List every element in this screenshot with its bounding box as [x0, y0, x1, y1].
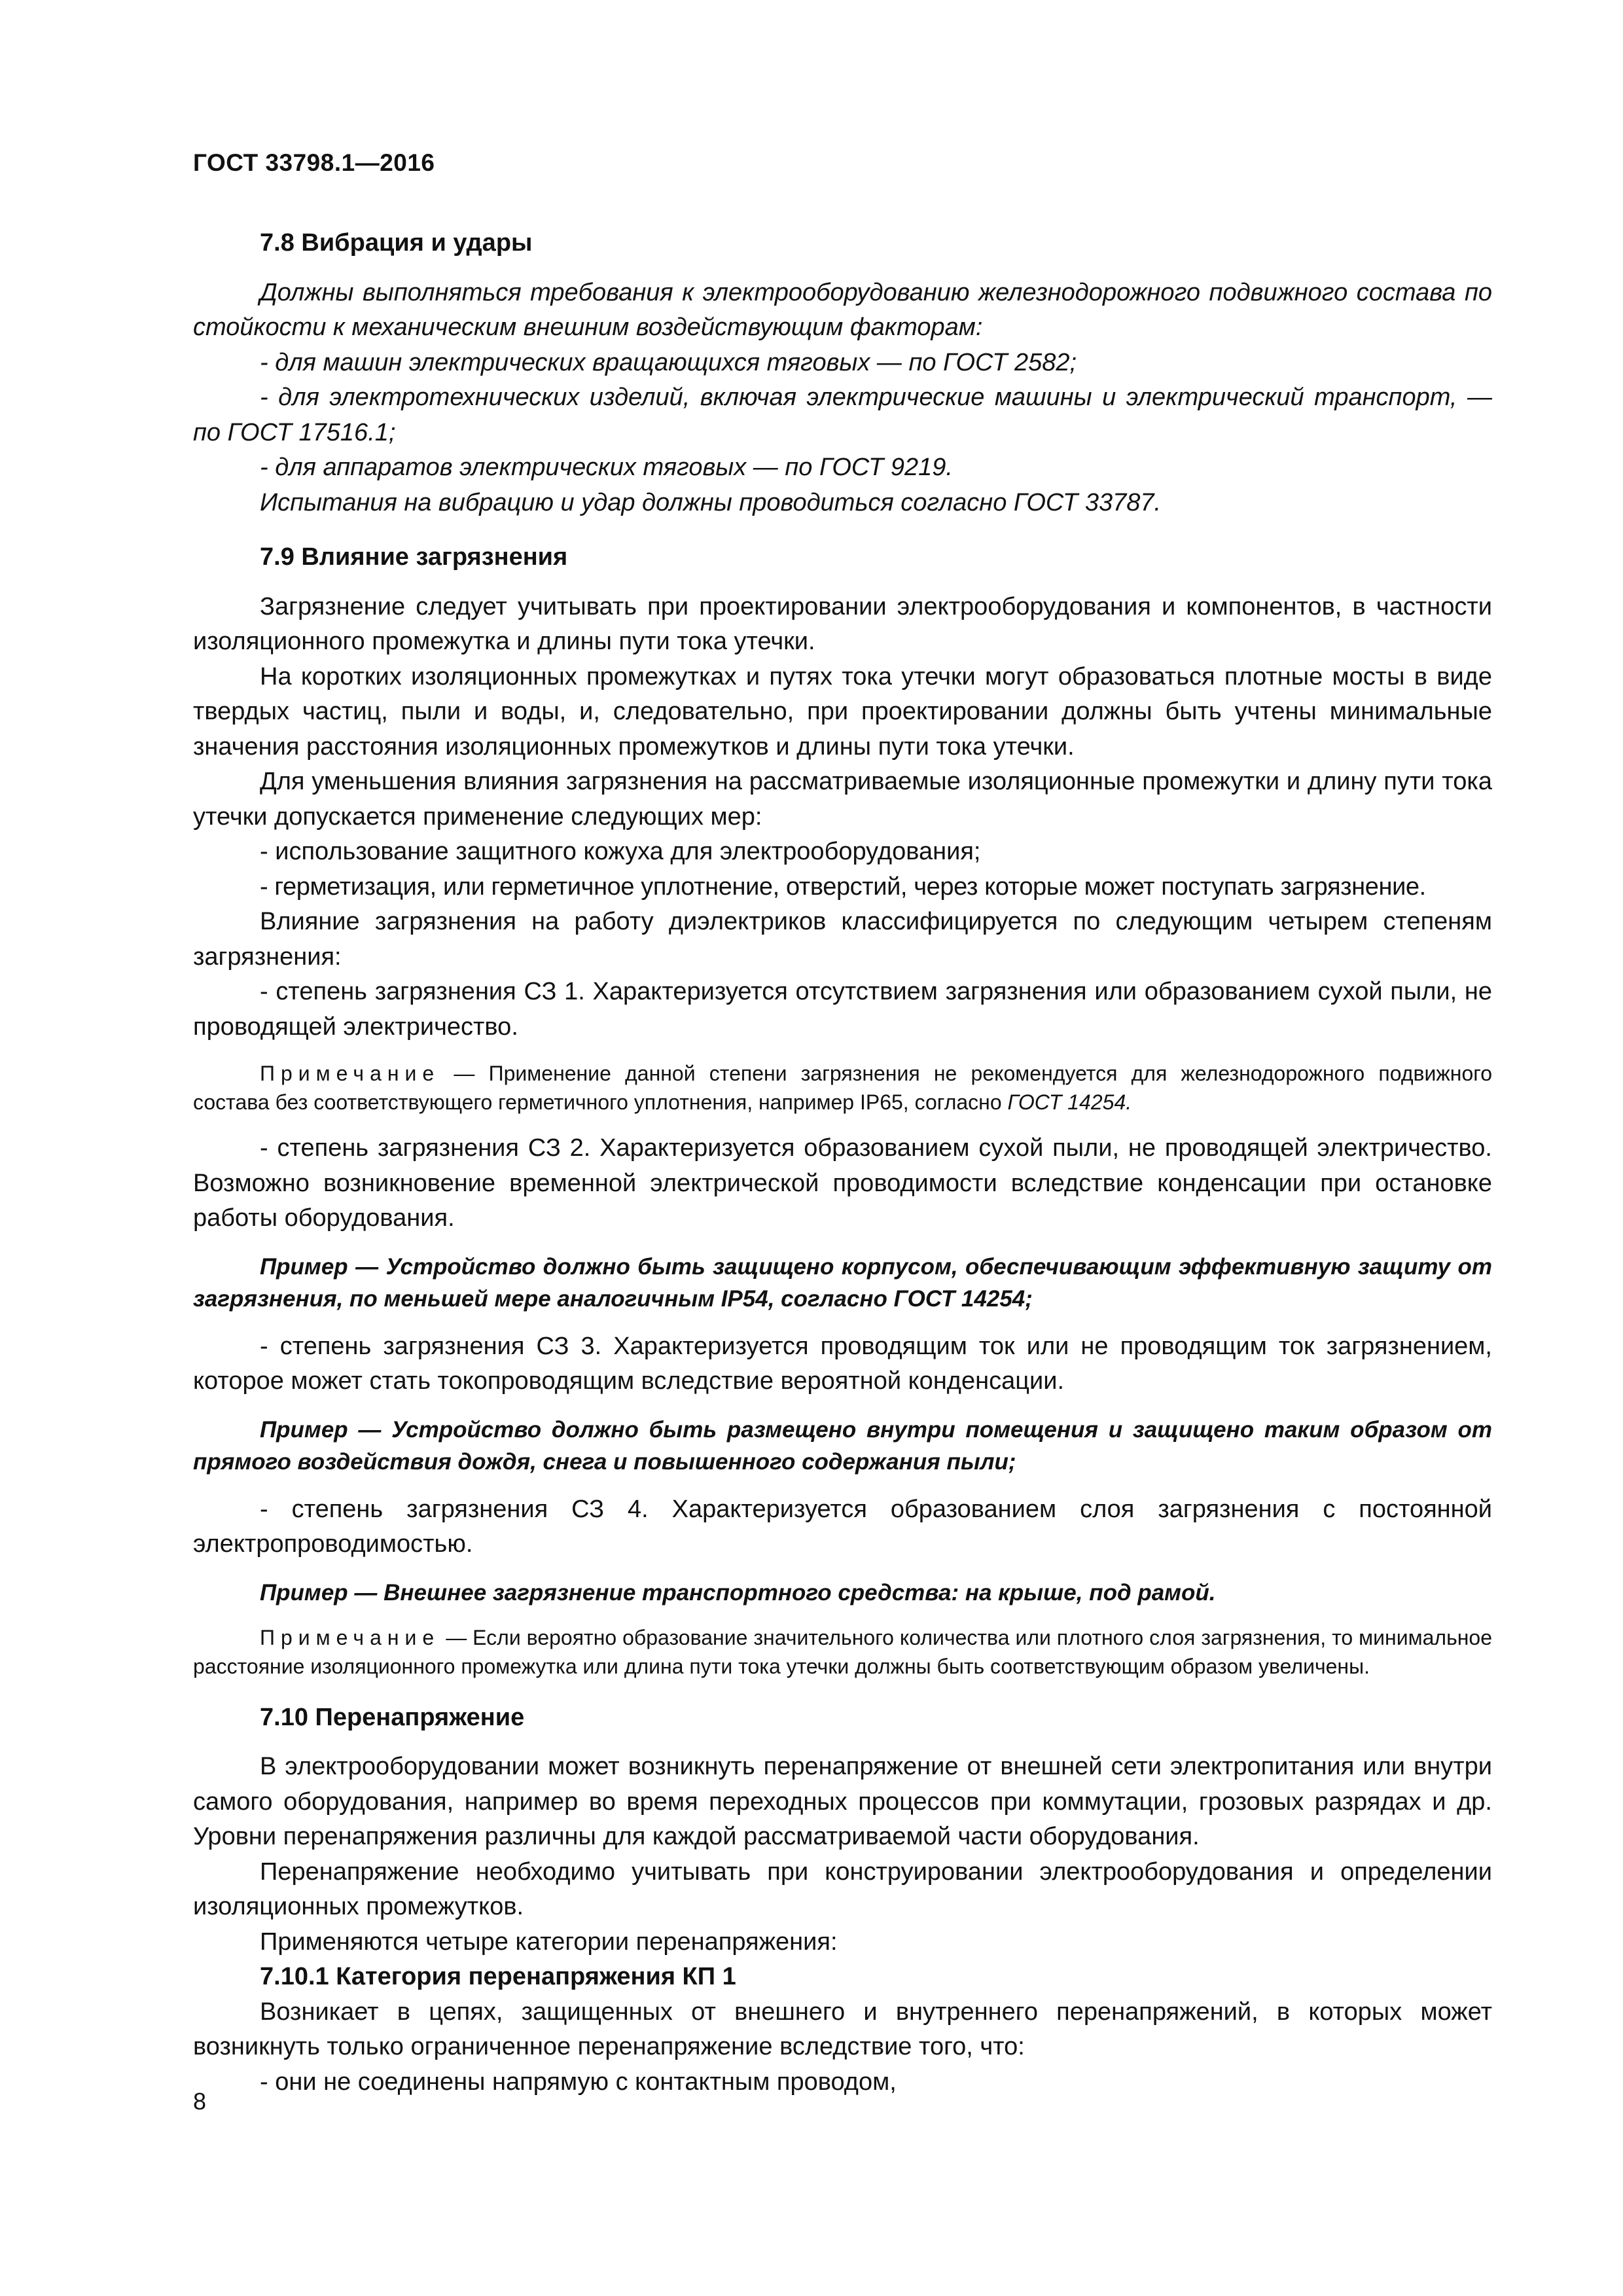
- s78-paragraph: Испытания на вибрацию и удар должны проводиться согласно ГОСТ 33787.: [260, 488, 1162, 516]
- s79-paragraph: Загрязнение следует учитывать при проектировании электрооборудования и компонентов, в частности изоляционного промежутка и длины пути тока утечки.: [193, 592, 1492, 655]
- example-1: [193, 1251, 1492, 1315]
- section-7-9-title: 7.9 Влияние загрязнения: [260, 543, 568, 571]
- example-text: Пример — Внешнее загрязнение транспортного средства: на крыше, под рамой.: [260, 1579, 1216, 1605]
- example-text: Пример — Устройство должно быть размещено внутри помещения и защищено таким образом от прямого воздействия дождя, снега и повышенного содержания пыли;: [193, 1416, 1492, 1475]
- example-2: [193, 1414, 1492, 1478]
- example-text: Пример — Устройство должно быть защищено корпусом, обеспечивающим эффективную защиту от загрязнения, по меньшей мере аналогичным IP54, согласно ГОСТ 14254;: [193, 1253, 1492, 1312]
- example-3: [193, 1577, 1492, 1609]
- s710-list-item: - они не соединены напрямую с контактным проводом,: [260, 2068, 897, 2096]
- section-7-10-title: 7.10 Перенапряжение: [260, 1703, 525, 1731]
- pollution-degree-3: - степень загрязнения СЗ 3. Характеризуется проводящим ток или не проводящим ток загрязнением, которое может стать токопроводящим вследствие вероятной конденсации.: [193, 1332, 1492, 1395]
- s79-list-item: - герметизация, или герметичное уплотнение, отверстий, через которые может поступать загрязнение.: [260, 872, 1426, 901]
- s710-paragraph: Возникает в цепях, защищенных от внешнего и внутреннего перенапряжений, в которых может возникнуть только ограниченное перенапряжение вследствие того, что:: [193, 1998, 1492, 2060]
- subsection-7-10-1-title: 7.10.1 Категория перенапряжения КП 1: [260, 1963, 736, 1990]
- page-number: 8: [193, 2088, 207, 2115]
- s78-paragraph: Должны выполняться требования к электрооборудованию железнодорожного подвижного состава по стойкости к механическим внешним воздействующим факторам:: [193, 278, 1492, 341]
- s79-list-item: - использование защитного кожуха для электрооборудования;: [260, 838, 981, 865]
- s78-list-item: - для электротехнических изделий, включая электрические машины и электрический транспорт, — по ГОСТ 17516.1;: [193, 384, 1492, 446]
- note-reference: ГОСТ 14254.: [1007, 1090, 1132, 1114]
- s710-paragraph: В электрооборудовании может возникнуть перенапряжение от внешней сети электропитания или внутри самого оборудования, например во время переходных процессов при коммутации, грозовых разрядах и др. Уровни перенапряжения различны для каждой рассматриваемой части оборудования.: [193, 1753, 1492, 1850]
- s710-paragraph: Перенапряжение необходимо учитывать при конструировании электрооборудования и определении изоляционных промежутков.: [193, 1857, 1492, 1920]
- s79-paragraph: Для уменьшения влияния загрязнения на рассматриваемые изоляционные промежутки и длину пути тока утечки допускается применение следующих мер:: [193, 768, 1492, 831]
- note-label: Примечание: [260, 1625, 440, 1649]
- note-text: — Если вероятно образование значительного количества или плотного слоя загрязнения, то минимальное расстояние изоляционного промежутка или длина пути тока утечки должны быть соответствующим образом увеличены.: [193, 1625, 1492, 1678]
- section-7-8-title: 7.8 Вибрация и удары: [260, 229, 533, 257]
- note-2: [193, 1623, 1492, 1681]
- standard-header: ГОСТ 33798.1—2016: [193, 149, 435, 176]
- s79-paragraph: На коротких изоляционных промежутках и путях тока утечки могут образоваться плотные мосты в виде твердых частиц, пыли и воды, и, следовательно, при проектировании должны быть учтены минимальные значения расстояния изоляционных промежутков и длины пути тока утечки.: [193, 662, 1492, 761]
- s79-paragraph: Влияние загрязнения на работу диэлектриков классифицируется по следующим четырем степеням загрязнения:: [193, 908, 1492, 971]
- pollution-degree-4: - степень загрязнения СЗ 4. Характеризуется образованием слоя загрязнения с постоянной электропроводимостью.: [193, 1495, 1492, 1558]
- pollution-degree-2: - степень загрязнения СЗ 2. Характеризуется образованием сухой пыли, не проводящей электричество. Возможно возникновение временной электрической проводимости вследствие конденсации при остановке работы оборудования.: [193, 1134, 1492, 1232]
- page-content: [193, 226, 1492, 2100]
- s78-list-item: - для машин электрических вращающихся тяговых — по ГОСТ 2582;: [260, 348, 1077, 376]
- s78-list-item: - для аппаратов электрических тяговых — по ГОСТ 9219.: [260, 454, 953, 481]
- pollution-degree-1: - степень загрязнения СЗ 1. Характеризуется отсутствием загрязнения или образованием сухой пыли, не проводящей электричество.: [193, 978, 1492, 1041]
- s710-paragraph: Применяются четыре категории перенапряжения:: [260, 1928, 838, 1956]
- note-label: Примечание: [260, 1062, 440, 1085]
- note-1: [193, 1059, 1492, 1117]
- note-text: — Применение данной степени загрязнения не рекомендуется для железнодорожного подвижного состава без соответствующего герметичного уплотнения, например IP65, согласно: [193, 1062, 1492, 1114]
